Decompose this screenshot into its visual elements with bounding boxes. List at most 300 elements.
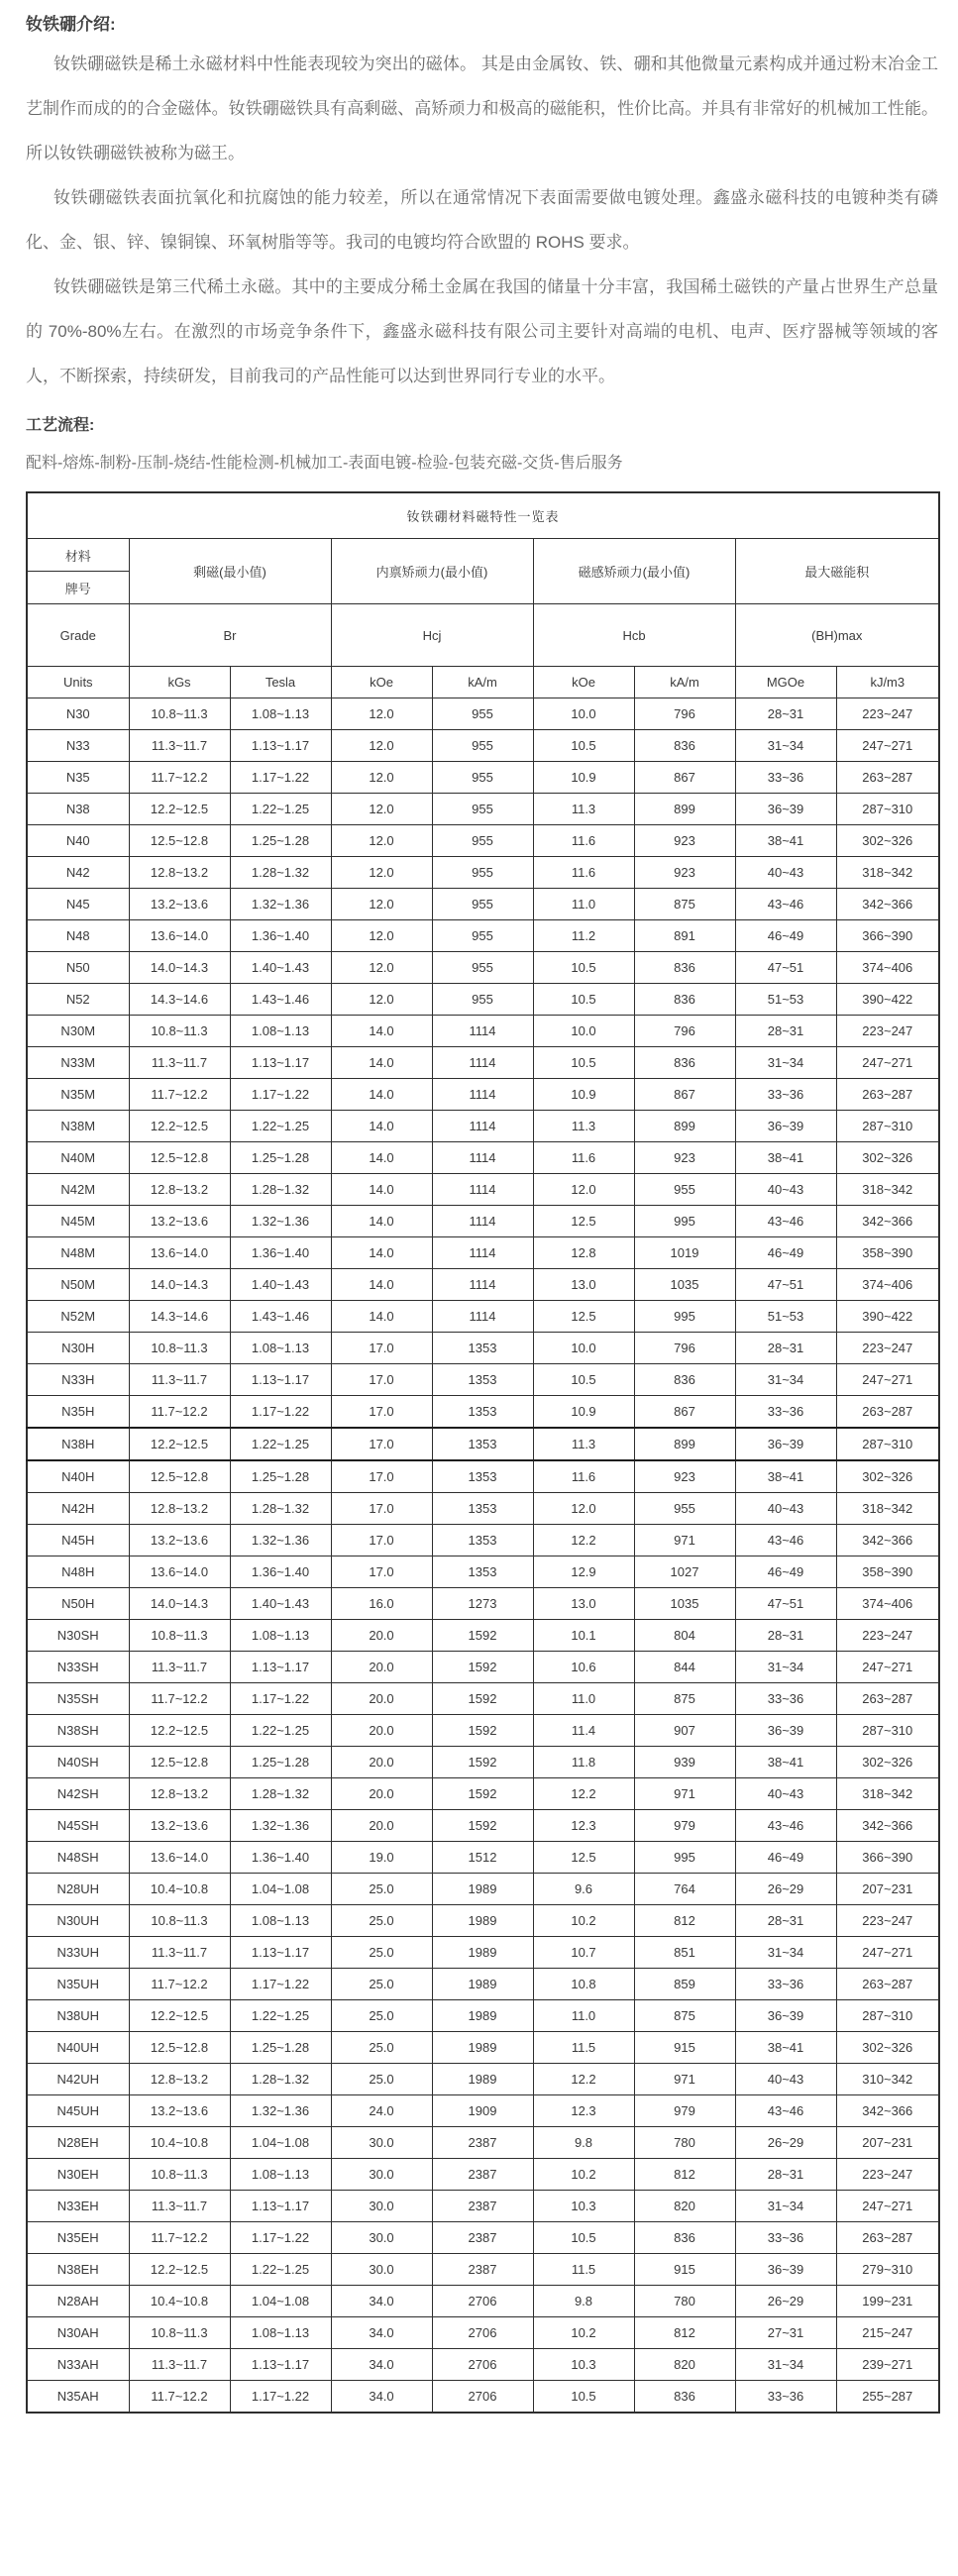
value-cell: 46~49 [735,1842,836,1874]
value-cell: 318~342 [836,1174,939,1206]
value-cell: 13.6~14.0 [129,1842,230,1874]
value-cell: 13.2~13.6 [129,1206,230,1237]
grade-cell: N28UH [27,1874,129,1905]
grade-cell: N45UH [27,2095,129,2127]
value-cell: 10.2 [533,2159,634,2191]
grade-cell: N35AH [27,2381,129,2414]
value-cell: 11.3~11.7 [129,1652,230,1683]
value-cell: 12.2 [533,1778,634,1810]
value-cell: 1114 [432,1111,533,1142]
unit-mgoe: MGOe [735,667,836,698]
value-cell: 30.0 [331,2127,432,2159]
value-cell: 1353 [432,1525,533,1556]
value-cell: 2387 [432,2159,533,2191]
value-cell: 11.3~11.7 [129,730,230,762]
grade-cell: N33UH [27,1937,129,1969]
value-cell: 1.25~1.28 [230,825,331,857]
value-cell: 25.0 [331,2000,432,2032]
value-cell: 812 [634,1905,735,1937]
value-cell: 899 [634,794,735,825]
grade-label: 牌号 [27,572,129,604]
table-row [27,2317,939,2349]
value-cell: 1.08~1.13 [230,2317,331,2349]
value-cell: 27~31 [735,2317,836,2349]
grade-cell: N42SH [27,1778,129,1810]
table-row [27,1428,939,1460]
value-cell: 11.7~12.2 [129,762,230,794]
value-cell: 804 [634,1620,735,1652]
value-cell: 1.36~1.40 [230,1842,331,1874]
grade-cell: N35EH [27,2222,129,2254]
value-cell: 11.4 [533,1715,634,1747]
value-cell: 899 [634,1111,735,1142]
value-cell: 1592 [432,1620,533,1652]
value-cell: 899 [634,1428,735,1460]
value-cell: 46~49 [735,1237,836,1269]
value-cell: 1273 [432,1588,533,1620]
value-cell: 374~406 [836,1588,939,1620]
value-cell: 14.0 [331,1079,432,1111]
value-cell: 1.32~1.36 [230,889,331,920]
value-cell: 14.0~14.3 [129,952,230,984]
grade-cell: N38H [27,1428,129,1460]
value-cell: 247~271 [836,1937,939,1969]
value-cell: 12.5~12.8 [129,825,230,857]
value-cell: 12.5~12.8 [129,1460,230,1493]
value-cell: 836 [634,984,735,1016]
value-cell: 28~31 [735,1333,836,1364]
value-cell: 1592 [432,1683,533,1715]
value-cell: 33~36 [735,762,836,794]
value-cell: 13.6~14.0 [129,1237,230,1269]
grade-cell: N45H [27,1525,129,1556]
value-cell: 26~29 [735,2127,836,2159]
value-cell: 12.0 [331,889,432,920]
grade-cell: N40H [27,1460,129,1493]
value-cell: 1.25~1.28 [230,2032,331,2064]
value-cell: 223~247 [836,1016,939,1047]
value-cell: 955 [432,857,533,889]
value-cell: 1.22~1.25 [230,2254,331,2286]
value-cell: 12.8~13.2 [129,1174,230,1206]
value-cell: 11.6 [533,1460,634,1493]
value-cell: 10.5 [533,2381,634,2414]
value-cell: 11.3 [533,1428,634,1460]
value-cell: 1909 [432,2095,533,2127]
table-row [27,889,939,920]
value-cell: 1114 [432,1047,533,1079]
grade-cell: N30AH [27,2317,129,2349]
value-cell: 11.7~12.2 [129,1683,230,1715]
table-row [27,2032,939,2064]
grade-cell: N50M [27,1269,129,1301]
value-cell: 1.04~1.08 [230,1874,331,1905]
value-cell: 955 [634,1174,735,1206]
value-cell: 30.0 [331,2191,432,2222]
value-cell: 1592 [432,1778,533,1810]
value-cell: 31~34 [735,1047,836,1079]
value-cell: 12.2~12.5 [129,2000,230,2032]
value-cell: 12.2 [533,2064,634,2095]
value-cell: 12.5 [533,1206,634,1237]
value-cell: 1512 [432,1842,533,1874]
units-row [27,667,939,698]
value-cell: 10.9 [533,762,634,794]
value-cell: 955 [432,952,533,984]
value-cell: 14.3~14.6 [129,984,230,1016]
table-row [27,1111,939,1142]
value-cell: 223~247 [836,698,939,730]
value-cell: 1019 [634,1237,735,1269]
value-cell: 14.0 [331,1269,432,1301]
table-row [27,2000,939,2032]
value-cell: 10.8~11.3 [129,1620,230,1652]
group-header-br: 剩磁(最小值) [129,539,331,604]
value-cell: 30.0 [331,2159,432,2191]
table-row [27,2191,939,2222]
value-cell: 36~39 [735,1715,836,1747]
process-flow: 配料-熔炼-制粉-压制-烧结-性能检测-机械加工-表面电镀-检验-包装充磁-交货-售后服务 [26,455,623,472]
value-cell: 1114 [432,1142,533,1174]
value-cell: 955 [432,825,533,857]
value-cell: 955 [432,889,533,920]
value-cell: 13.6~14.0 [129,920,230,952]
grade-cell: N30SH [27,1620,129,1652]
grade-cell: N33SH [27,1652,129,1683]
value-cell: 11.0 [533,889,634,920]
value-cell: 207~231 [836,2127,939,2159]
grade-cell: N35H [27,1396,129,1429]
value-cell: 1.36~1.40 [230,920,331,952]
intro-paragraph-3: 钕铁硼磁铁是第三代稀土永磁。其中的主要成分稀土金属在我国的储量十分丰富，我国稀土磁铁的产量占世界生产总量的 70%-80%左右。在激烈的市场竞争条件下，鑫盛永磁科技有限公司主要针对高端的电机、电声、医疗器械等领域的客人，不断探索，持续研发，目前我司的产品性能可以达到世界同行专业的水平。 [26,277,938,385]
grade-cell: N42UH [27,2064,129,2095]
value-cell: 16.0 [331,1588,432,1620]
value-cell: 12.0 [331,794,432,825]
value-cell: 1989 [432,2000,533,2032]
value-cell: 1.13~1.17 [230,1364,331,1396]
value-cell: 836 [634,730,735,762]
value-cell: 1353 [432,1556,533,1588]
grade-cell: N38 [27,794,129,825]
value-cell: 14.0~14.3 [129,1588,230,1620]
value-cell: 31~34 [735,1652,836,1683]
value-cell: 10.0 [533,1016,634,1047]
value-cell: 1.17~1.22 [230,2381,331,2414]
table-row [27,2127,939,2159]
value-cell: 40~43 [735,2064,836,2095]
value-cell: 1.08~1.13 [230,1333,331,1364]
table-row [27,1588,939,1620]
symbol-hcj: Hcj [331,604,533,667]
value-cell: 10.4~10.8 [129,1874,230,1905]
value-cell: 20.0 [331,1715,432,1747]
value-cell: 1.36~1.40 [230,1237,331,1269]
unit-kam-1: kA/m [432,667,533,698]
table-row [27,698,939,730]
value-cell: 1.28~1.32 [230,1493,331,1525]
value-cell: 11.5 [533,2254,634,2286]
value-cell: 995 [634,1301,735,1333]
value-cell: 46~49 [735,920,836,952]
value-cell: 390~422 [836,1301,939,1333]
value-cell: 955 [432,920,533,952]
table-row [27,1047,939,1079]
value-cell: 51~53 [735,984,836,1016]
value-cell: 12.3 [533,1810,634,1842]
value-cell: 14.0 [331,1111,432,1142]
value-cell: 1.22~1.25 [230,1715,331,1747]
value-cell: 263~287 [836,1396,939,1429]
value-cell: 20.0 [331,1652,432,1683]
value-cell: 10.5 [533,1364,634,1396]
value-cell: 25.0 [331,1905,432,1937]
table-row [27,1016,939,1047]
value-cell: 1.28~1.32 [230,857,331,889]
value-cell: 12.0 [331,857,432,889]
value-cell: 1.36~1.40 [230,1556,331,1588]
value-cell: 2706 [432,2349,533,2381]
value-cell: 1.25~1.28 [230,1747,331,1778]
value-cell: 12.8~13.2 [129,857,230,889]
value-cell: 40~43 [735,857,836,889]
value-cell: 1353 [432,1396,533,1429]
value-cell: 1.22~1.25 [230,1111,331,1142]
value-cell: 10.8~11.3 [129,1905,230,1937]
value-cell: 1.28~1.32 [230,2064,331,2095]
value-cell: 1.28~1.32 [230,1174,331,1206]
value-cell: 34.0 [331,2317,432,2349]
value-cell: 25.0 [331,1937,432,1969]
value-cell: 1.25~1.28 [230,1142,331,1174]
value-cell: 1.08~1.13 [230,1905,331,1937]
grade-cell: N48SH [27,1842,129,1874]
value-cell: 971 [634,1525,735,1556]
grade-cell: N48H [27,1556,129,1588]
value-cell: 1.32~1.36 [230,1206,331,1237]
grade-cell: N38SH [27,1715,129,1747]
value-cell: 11.3~11.7 [129,1937,230,1969]
symbol-row [27,604,939,667]
value-cell: 10.5 [533,2222,634,2254]
value-cell: 34.0 [331,2286,432,2317]
value-cell: 20.0 [331,1683,432,1715]
value-cell: 1.08~1.13 [230,1620,331,1652]
table-row [27,1715,939,1747]
unit-tesla: Tesla [230,667,331,698]
value-cell: 955 [432,984,533,1016]
value-cell: 955 [634,1493,735,1525]
value-cell: 51~53 [735,1301,836,1333]
value-cell: 10.5 [533,730,634,762]
value-cell: 812 [634,2317,735,2349]
group-header-bhmax: 最大磁能积 [735,539,939,604]
value-cell: 10.8 [533,1969,634,2000]
value-cell: 374~406 [836,952,939,984]
value-cell: 10.4~10.8 [129,2286,230,2317]
value-cell: 1.40~1.43 [230,952,331,984]
value-cell: 263~287 [836,1683,939,1715]
table-row [27,1810,939,1842]
value-cell: 11.2 [533,920,634,952]
value-cell: 358~390 [836,1556,939,1588]
value-cell: 12.5~12.8 [129,1142,230,1174]
value-cell: 1.22~1.25 [230,2000,331,2032]
unit-kgs: kGs [129,667,230,698]
value-cell: 342~366 [836,1206,939,1237]
value-cell: 1114 [432,1269,533,1301]
value-cell: 263~287 [836,762,939,794]
value-cell: 47~51 [735,1269,836,1301]
value-cell: 836 [634,1047,735,1079]
value-cell: 1.32~1.36 [230,2095,331,2127]
value-cell: 31~34 [735,2349,836,2381]
value-cell: 979 [634,1810,735,1842]
value-cell: 342~366 [836,889,939,920]
value-cell: 215~247 [836,2317,939,2349]
table-row [27,1396,939,1429]
value-cell: 318~342 [836,1778,939,1810]
value-cell: 1592 [432,1715,533,1747]
value-cell: 223~247 [836,2159,939,2191]
symbol-hcb: Hcb [533,604,735,667]
value-cell: 31~34 [735,1937,836,1969]
value-cell: 43~46 [735,1810,836,1842]
value-cell: 1989 [432,1905,533,1937]
value-cell: 836 [634,2381,735,2414]
value-cell: 36~39 [735,2254,836,2286]
value-cell: 14.3~14.6 [129,1301,230,1333]
value-cell: 995 [634,1206,735,1237]
grade-cell: N35UH [27,1969,129,2000]
value-cell: 28~31 [735,698,836,730]
value-cell: 11.6 [533,1142,634,1174]
value-cell: 34.0 [331,2349,432,2381]
value-cell: 263~287 [836,1079,939,1111]
value-cell: 12.0 [331,825,432,857]
value-cell: 836 [634,2222,735,2254]
group-header-hcb: 磁感矫顽力(最小值) [533,539,735,604]
value-cell: 2387 [432,2127,533,2159]
value-cell: 1.32~1.36 [230,1810,331,1842]
table-row [27,1206,939,1237]
units-label: Units [27,667,129,698]
value-cell: 14.0 [331,1206,432,1237]
value-cell: 14.0 [331,1237,432,1269]
table-row [27,2222,939,2254]
value-cell: 1.08~1.13 [230,1016,331,1047]
value-cell: 915 [634,2254,735,2286]
value-cell: 247~271 [836,1047,939,1079]
value-cell: 28~31 [735,1620,836,1652]
value-cell: 12.5 [533,1301,634,1333]
value-cell: 20.0 [331,1620,432,1652]
value-cell: 2706 [432,2317,533,2349]
value-cell: 43~46 [735,1206,836,1237]
table-row [27,2286,939,2317]
value-cell: 1.17~1.22 [230,1396,331,1429]
table-row [27,1237,939,1269]
value-cell: 1.32~1.36 [230,1525,331,1556]
value-cell: 10.1 [533,1620,634,1652]
value-cell: 43~46 [735,1525,836,1556]
value-cell: 1.08~1.13 [230,2159,331,2191]
grade-cell: N30H [27,1333,129,1364]
value-cell: 10.6 [533,1652,634,1683]
value-cell: 207~231 [836,1874,939,1905]
value-cell: 12.2 [533,1525,634,1556]
value-cell: 12.0 [533,1174,634,1206]
value-cell: 11.7~12.2 [129,1969,230,2000]
value-cell: 10.7 [533,1937,634,1969]
table-row [27,730,939,762]
value-cell: 28~31 [735,1016,836,1047]
value-cell: 796 [634,1016,735,1047]
value-cell: 1.17~1.22 [230,1683,331,1715]
value-cell: 12.2~12.5 [129,794,230,825]
value-cell: 923 [634,825,735,857]
value-cell: 36~39 [735,1111,836,1142]
table-row [27,1652,939,1683]
value-cell: 867 [634,1396,735,1429]
value-cell: 875 [634,889,735,920]
value-cell: 43~46 [735,2095,836,2127]
value-cell: 1.17~1.22 [230,1079,331,1111]
value-cell: 14.0 [331,1016,432,1047]
value-cell: 9.8 [533,2286,634,2317]
value-cell: 14.0 [331,1047,432,1079]
value-cell: 14.0 [331,1142,432,1174]
value-cell: 358~390 [836,1237,939,1269]
value-cell: 923 [634,1460,735,1493]
value-cell: 1989 [432,1874,533,1905]
value-cell: 310~342 [836,2064,939,2095]
value-cell: 12.2~12.5 [129,1111,230,1142]
grade-cell: N30 [27,698,129,730]
value-cell: 1114 [432,1237,533,1269]
value-cell: 1.22~1.25 [230,794,331,825]
value-cell: 47~51 [735,952,836,984]
table-row [27,1778,939,1810]
value-cell: 302~326 [836,825,939,857]
grade-cell: N35 [27,762,129,794]
value-cell: 1989 [432,1937,533,1969]
value-cell: 2706 [432,2286,533,2317]
symbol-bhmax: (BH)max [735,604,939,667]
value-cell: 28~31 [735,2159,836,2191]
value-cell: 12.0 [331,952,432,984]
value-cell: 36~39 [735,2000,836,2032]
value-cell: 1035 [634,1588,735,1620]
value-cell: 14.0 [331,1174,432,1206]
value-cell: 10.8~11.3 [129,2317,230,2349]
grade-cell: N30M [27,1016,129,1047]
value-cell: 907 [634,1715,735,1747]
value-cell: 1.28~1.32 [230,1778,331,1810]
grade-cell: N42H [27,1493,129,1525]
value-cell: 11.3~11.7 [129,1364,230,1396]
value-cell: 38~41 [735,1460,836,1493]
value-cell: 38~41 [735,825,836,857]
value-cell: 11.3~11.7 [129,2349,230,2381]
value-cell: 30.0 [331,2254,432,2286]
table-row [27,1905,939,1937]
grade-cell: N28EH [27,2127,129,2159]
value-cell: 199~231 [836,2286,939,2317]
process-heading: 工艺流程: [26,417,95,434]
table-row [27,2254,939,2286]
value-cell: 302~326 [836,1747,939,1778]
value-cell: 43~46 [735,889,836,920]
